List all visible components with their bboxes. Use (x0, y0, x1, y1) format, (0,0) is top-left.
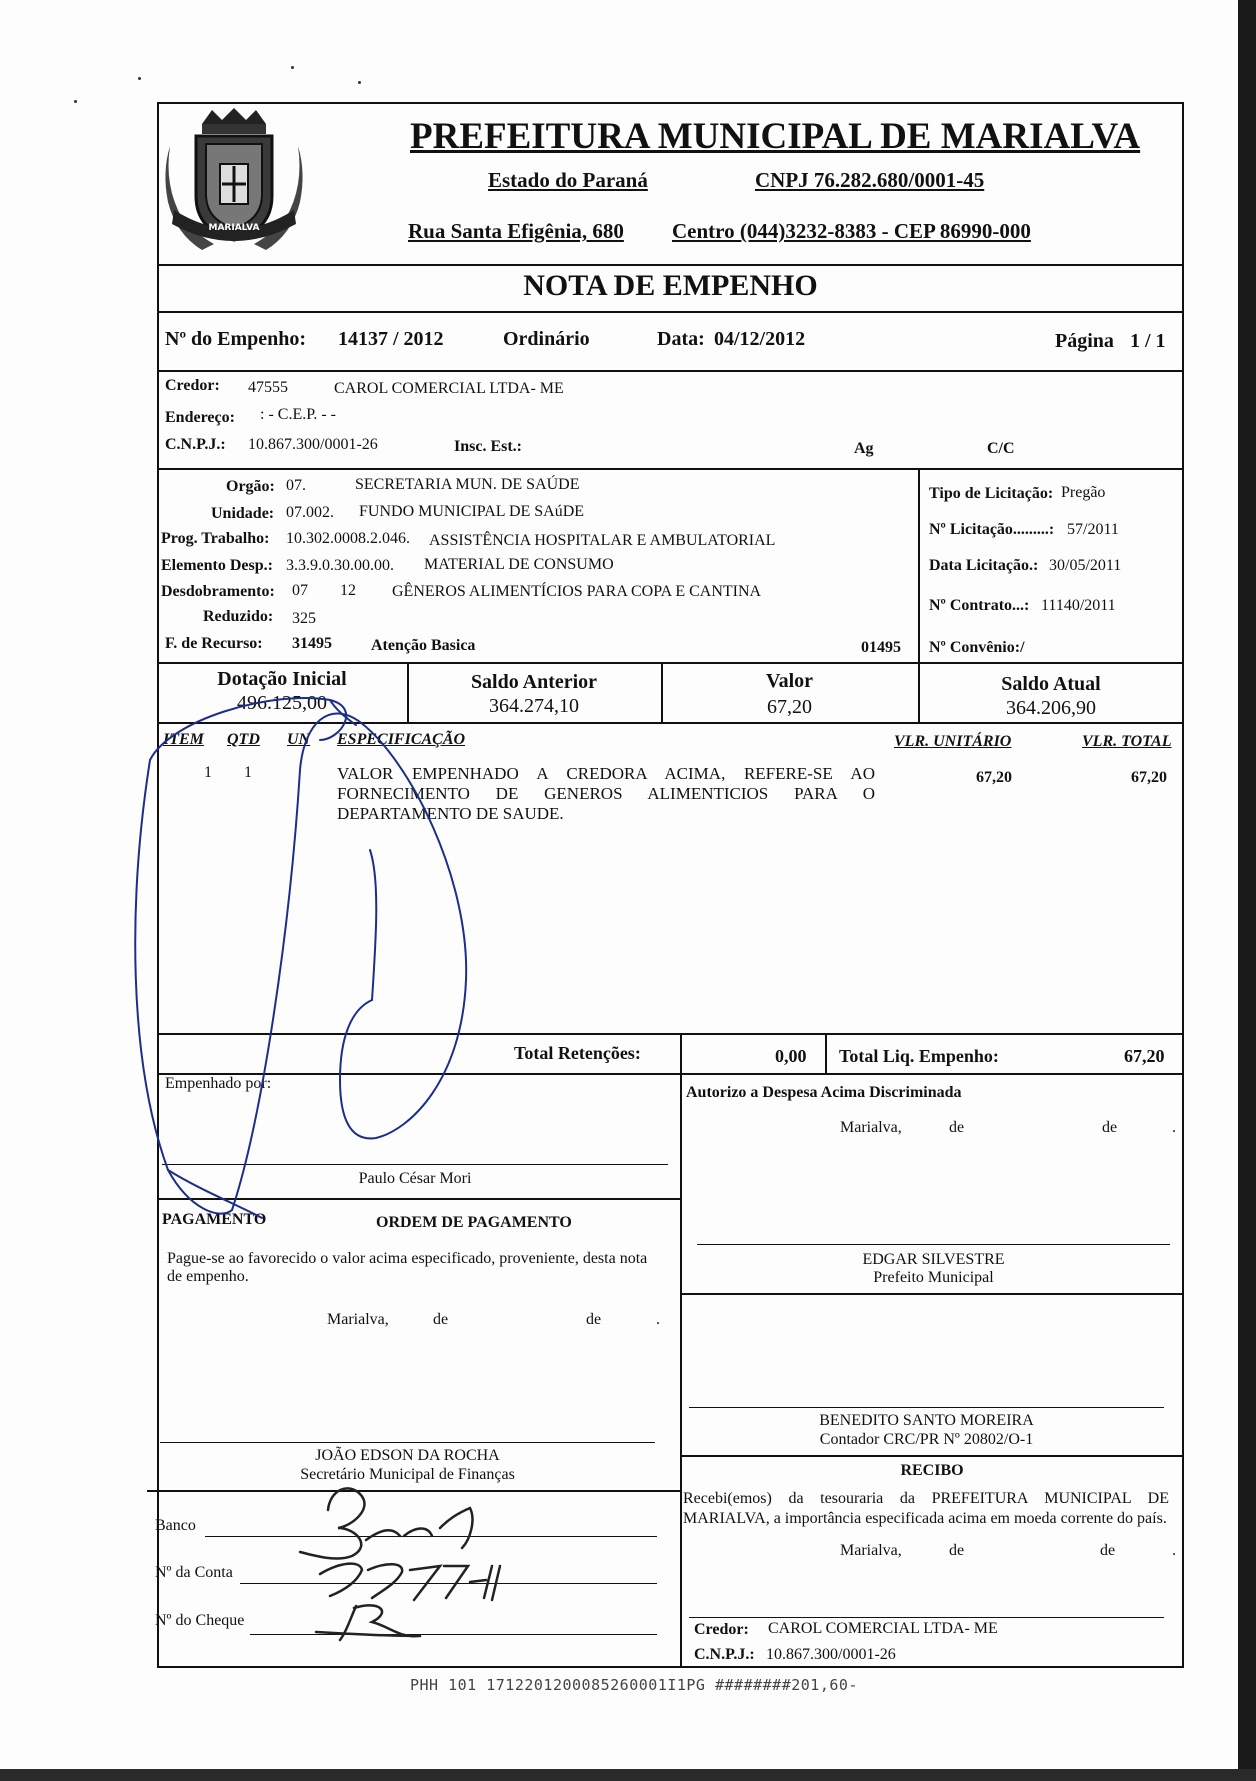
address-rest: Centro (044)3232-8383 - CEP 86990-000 (672, 219, 1031, 243)
licitacao-date: 30/05/2011 (1049, 557, 1122, 574)
unidade-label: Unidade: (211, 505, 275, 522)
scan-speck (74, 100, 77, 103)
pagamento-period: . (656, 1311, 660, 1328)
secretario-title: Secretário Municipal de Finanças (300, 1466, 515, 1483)
empenho-date-label: Data: (657, 328, 705, 350)
reduzido-label: Reduzido: (203, 608, 274, 625)
page-number: 1 / 1 (1130, 330, 1166, 352)
valor-value: 67,20 (767, 696, 812, 718)
col-unit-header: VLR. UNITÁRIO (894, 733, 1012, 750)
recibo-period: . (1172, 1542, 1176, 1559)
recurso-name: Atenção Basica (371, 637, 476, 654)
pagamento-de-1: de (433, 1311, 449, 1328)
col-espec-header: ESPECIFICAÇÃO (337, 731, 466, 748)
elemento-label: Elemento Desp.: (161, 557, 273, 574)
orgao-code: 07. (286, 477, 306, 494)
licitacao-number: 57/2011 (1067, 521, 1119, 538)
pagamento-de-2: de (586, 1311, 602, 1328)
pagamento-city: Marialva, (327, 1311, 389, 1328)
contrato-label: Nº Contrato...: (929, 597, 1030, 614)
autorizo-de-2: de (1102, 1119, 1118, 1136)
item-number: 1 (204, 764, 212, 781)
col-un-header: UN (287, 731, 311, 748)
divider (157, 1033, 1184, 1035)
endereco-label: Endereço: (165, 409, 235, 426)
divider-vertical (680, 1033, 682, 1073)
contador-name: BENEDITO SANTO MOREIRA (819, 1412, 1034, 1429)
recurso-code: 31495 (292, 635, 332, 652)
item-unit-value: 67,20 (976, 769, 1012, 786)
orgao-label: Orgão: (226, 478, 275, 495)
liquido-value: 67,20 (1124, 1046, 1165, 1066)
item-qtd: 1 (244, 764, 252, 781)
autorizo-period: . (1172, 1119, 1176, 1136)
desdobramento-label: Desdobramento: (161, 583, 275, 600)
credor-cnpj: 10.867.300/0001-26 (248, 436, 378, 453)
document-title: NOTA DE EMPENHO (523, 269, 818, 302)
prog-trabalho-name: ASSISTÊNCIA HOSPITALAR E AMBULATORIAL (429, 532, 776, 549)
scan-edge-right (1238, 0, 1256, 1781)
divider (157, 1073, 1184, 1075)
state-label: Estado do Paraná (488, 168, 648, 192)
recibo-label: RECIBO (900, 1462, 964, 1479)
divider-vertical (680, 1073, 682, 1668)
desdobramento-code-1: 07 (292, 582, 308, 599)
saldo-atual-value: 364.206,90 (1006, 697, 1096, 719)
divider-vertical (918, 468, 920, 662)
scan-speck (358, 81, 361, 84)
cheque-label: Nº do Cheque (155, 1612, 245, 1629)
prog-trabalho-code: 10.302.0008.2.046. (286, 530, 410, 547)
reduzido-value: 325 (292, 610, 316, 627)
autorizo-de-1: de (949, 1119, 965, 1136)
prog-trabalho-label: Prog. Trabalho: (161, 530, 270, 547)
banco-line (205, 1536, 657, 1537)
retencoes-value: 0,00 (775, 1046, 807, 1066)
autorizo-city: Marialva, (840, 1119, 902, 1136)
secretario-name: JOÃO EDSON DA ROCHA (315, 1447, 500, 1464)
recibo-de-1: de (949, 1542, 965, 1559)
divider (157, 1198, 680, 1200)
recurso-extra-code: 01495 (861, 639, 901, 656)
address-street: Rua Santa Efigênia, 680 (408, 219, 624, 243)
insc-est-label: Insc. Est.: (454, 438, 523, 455)
divider (157, 311, 1184, 313)
signature-line (689, 1617, 1164, 1618)
dotacao-value: 496.125,00 (237, 692, 327, 714)
contador-title: Contador CRC/PR Nº 20802/O-1 (819, 1431, 1034, 1448)
divider (157, 662, 1184, 664)
recibo-cnpj-label: C.N.P.J.: (694, 1646, 755, 1663)
item-specification: VALOR EMPENHADO A CREDORA ACIMA, REFERE-SE AO FORNECIMENTO DE GENEROS ALIMENTICIOS PARA O DEPARTAMENTO DE SAUDE. (337, 764, 875, 823)
saldo-atual-label: Saldo Atual (1001, 673, 1101, 695)
credor-cnpj-label: C.N.P.J.: (165, 436, 226, 453)
liquido-label: Total Liq. Empenho: (839, 1046, 999, 1066)
banco-label: Banco (155, 1517, 196, 1534)
desdobramento-name: GÊNEROS ALIMENTÍCIOS PARA COPA E CANTINA (392, 583, 762, 600)
licitacao-number-label: Nº Licitação.........: (929, 521, 1055, 538)
signature-line (160, 1442, 655, 1443)
unidade-name: FUNDO MUNICIPAL DE SAúDE (359, 503, 585, 520)
autorizo-label: Autorizo a Despesa Acima Discriminada (686, 1084, 962, 1101)
divider (680, 1455, 1184, 1457)
ordem-pagamento-text: Pague-se ao favorecido o valor acima especificado, proveniente, desta nota de empenho. (167, 1250, 648, 1285)
recurso-label: F. de Recurso: (165, 635, 263, 652)
elemento-name: MATERIAL DE CONSUMO (424, 556, 614, 573)
elemento-code: 3.3.9.0.30.00.00. (286, 557, 394, 574)
endereco-value: : - C.E.P. - - (260, 406, 336, 423)
divider (157, 370, 1184, 372)
saldo-anterior-value: 364.274,10 (489, 695, 579, 717)
cnpj-label: CNPJ 76.282.680/0001-45 (755, 168, 985, 192)
tipo-licitacao-label: Tipo de Licitação: (929, 485, 1054, 502)
signature-line (697, 1244, 1170, 1245)
contrato-value: 11140/2011 (1041, 597, 1116, 614)
conta-corrente-label: C/C (987, 440, 1015, 457)
conta-line (240, 1583, 657, 1584)
col-qtd-header: QTD (227, 731, 260, 748)
empenho-type: Ordinário (503, 328, 590, 350)
empenhado-por-label: Empenhado por: (165, 1075, 272, 1092)
saldo-anterior-label: Saldo Anterior (470, 671, 598, 693)
recibo-text: Recebi(emos) da tesouraria da PREFEITURA MUNICIPAL DE MARIALVA, a importância especificada acima em moeda corrente do país. (683, 1490, 1169, 1527)
recibo-de-2: de (1100, 1542, 1116, 1559)
col-total-header: VLR. TOTAL (1082, 733, 1172, 750)
page-label: Página (1055, 330, 1114, 352)
empenho-number-label: Nº do Empenho: (165, 328, 307, 350)
svg-text:MARIALVA: MARIALVA (208, 223, 260, 233)
recibo-cnpj: 10.867.300/0001-26 (766, 1646, 896, 1663)
agencia-label: Ag (854, 440, 874, 457)
orgao-name: SECRETARIA MUN. DE SAÚDE (355, 476, 580, 493)
municipality-title: PREFEITURA MUNICIPAL DE MARIALVA (410, 116, 1141, 157)
divider (680, 1293, 1184, 1295)
item-total-value: 67,20 (1131, 769, 1167, 786)
prefeito-name: EDGAR SILVESTRE (862, 1251, 1005, 1268)
prefeito-title: Prefeito Municipal (873, 1269, 994, 1286)
dotacao-label: Dotação Inicial (217, 668, 347, 690)
desdobramento-code-2: 12 (340, 582, 356, 599)
signature-line (162, 1164, 668, 1165)
empenho-date: 04/12/2012 (714, 328, 806, 350)
empenhado-por-name: Paulo César Mori (358, 1170, 472, 1187)
unidade-code: 07.002. (286, 504, 334, 521)
recibo-credor-name: CAROL COMERCIAL LTDA- ME (768, 1620, 998, 1637)
pagamento-label: PAGAMENTO (162, 1211, 267, 1228)
divider-vertical (825, 1033, 827, 1073)
ordem-pagamento-label: ORDEM DE PAGAMENTO (376, 1214, 572, 1231)
signature-line (689, 1407, 1164, 1408)
conta-label: Nº da Conta (155, 1564, 233, 1581)
cheque-line (250, 1634, 657, 1635)
licitacao-date-label: Data Licitação.: (929, 557, 1039, 574)
scan-speck (138, 77, 141, 80)
col-item-header: ITEM (163, 731, 204, 748)
divider (157, 722, 1184, 724)
scan-speck (291, 66, 294, 69)
divider (157, 264, 1184, 266)
retencoes-label: Total Retenções: (514, 1043, 641, 1063)
recibo-city: Marialva, (840, 1542, 902, 1559)
tipo-licitacao-value: Pregão (1061, 484, 1106, 501)
scan-edge-bottom (0, 1769, 1256, 1781)
credor-label: Credor: (165, 377, 220, 394)
divider (157, 468, 1184, 470)
recibo-credor-label: Credor: (694, 1621, 749, 1638)
convenio-label: Nº Convênio:/ (929, 639, 1025, 656)
micr-code-line: PHH 101 1712201200085260001I1PG ########201,60- (410, 1676, 858, 1694)
credor-code: 47555 (248, 379, 288, 396)
credor-name: CAROL COMERCIAL LTDA- ME (334, 380, 564, 397)
valor-label: Valor (765, 670, 814, 692)
empenho-number: 14137 / 2012 (338, 328, 444, 350)
divider (147, 1490, 680, 1492)
